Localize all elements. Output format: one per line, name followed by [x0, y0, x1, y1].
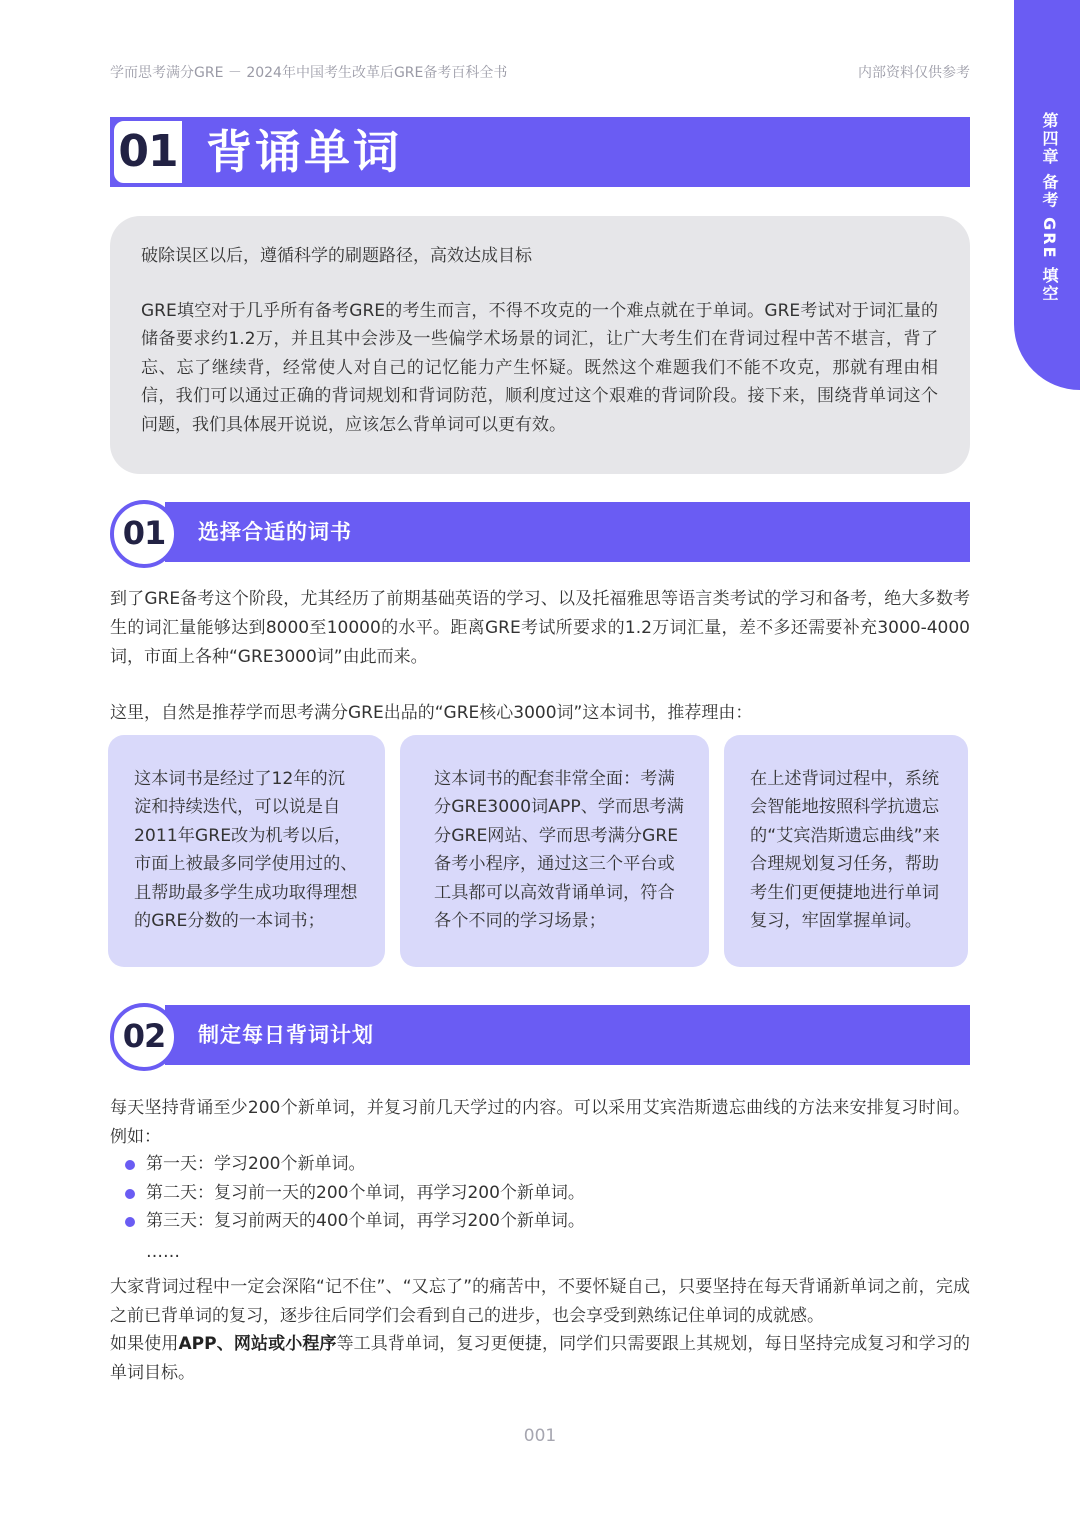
page-title: 背诵单词 [206, 125, 402, 179]
list-item [124, 1207, 585, 1236]
header-note: 内部资料仅供参考 [858, 65, 970, 81]
section-1-number: 01 [122, 514, 166, 552]
para-3-suffix: 等工具背单词，复习更便捷，同学们只需要跟上其规划，每日坚持完成复习和学习的单词目标。 [110, 1334, 971, 1383]
chapter-side-tab [1014, 0, 1080, 390]
intro-box [110, 216, 970, 474]
reason-card-3: 在上述背词过程中，系统会智能地按照科学抗遗忘的“艾宾浩斯遗忘曲线”来合理规划复习任务，帮助考生们更便捷地进行单词复习，牢固掌握单词。 [724, 735, 968, 967]
section-2-number: 02 [122, 1017, 166, 1055]
list-item-text: 第二天：复习前一天的200个单词，再学习200个新单词。 [146, 1182, 585, 1203]
bullet-dot-icon [125, 1189, 135, 1199]
list-item-text: 第一天：学习200个新单词。 [146, 1154, 366, 1174]
title-number: 01 [110, 117, 186, 187]
bullet-dot-icon [125, 1217, 135, 1227]
intro-body: GRE填空对于几乎所有备考GRE的考生而言，不得不攻克的一个难点就在于单词。GRE考试对于词汇量的储备要求约1.2万，并且其中会涉及一些偏学术场景的词汇，让广大考生们在背词过程中苦不堪言，背了忘、忘了继续背，经常使人对自己的记忆能力产生怀疑。既然这个难题我们不能不攻克，那就有理由相信，我们可以通过正确的背词规划和背词防范，顺利度过这个艰难的背词阶段。接下来，围绕背单词这个问题，我们具体展开说说，应该怎么背单词可以更有效。 [141, 301, 938, 435]
list-item [124, 1150, 585, 1179]
daily-plan-list [124, 1150, 585, 1236]
section-2-paragraph-3 [110, 1330, 970, 1388]
section-1-header [110, 502, 970, 562]
section-1-paragraph-2: 这里，自然是推荐学而思考满分GRE出品的“GRE核心3000词”这本词书，推荐理由： [110, 703, 753, 723]
section-2-title: 制定每日背词计划 [198, 1023, 374, 1047]
section-1-paragraph-1: 到了GRE备考这个阶段，尤其经历了前期基础英语的学习、以及托福雅思等语言类考试的学习和备考，绝大多数考生的词汇量能够达到8000至10000的水平。距离GRE考试所要求的1.2万词汇量，差不多还需要补充3000-4000词，市面上各种“GRE3000词”由此而来。 [110, 589, 970, 667]
list-item [124, 1179, 585, 1208]
reason-card-1: 这本词书是经过了12年的沉淀和持续迭代，可以说是自2011年GRE改为机考以后，市面上被最多同学使用过的、且帮助最多学生成功取得理想的GRE分数的一本词书； [108, 735, 385, 967]
intro-lead: 破除误区以后，遵循科学的刷题路径，高效达成目标 [141, 246, 532, 266]
chapter-label: 第四章 备考 GRE 填空 [1040, 112, 1059, 304]
page-number: 001 [523, 1426, 557, 1446]
reason-card-2: 这本词书的配套非常全面：考满分GRE3000词APP、学而思考满分GRE网站、学而思考满分GRE备考小程序，通过这三个平台或工具都可以高效背诵单词，符合各个不同的学习场景； [400, 735, 709, 967]
bullet-dot-icon [125, 1160, 135, 1170]
para-3-bold-tools: APP、网站或小程序 [178, 1334, 337, 1354]
section-1-title: 选择合适的词书 [198, 520, 352, 544]
section-2-paragraph-1: 每天坚持背诵至少200个新单词，并复习前几天学过的内容。可以采用艾宾浩斯遗忘曲线的方法来安排复习时间。例如： [110, 1098, 970, 1147]
section-2-paragraph-2: 大家背词过程中一定会深陷“记不住”、“又忘了”的痛苦中，不要怀疑自己，只要坚持在每天背诵新单词之前，完成之前已背单词的复习，逐步往后同学们会看到自己的进步，也会享受到熟练记住单词的成就感。 [110, 1277, 970, 1326]
para-3-prefix: 如果使用 [110, 1334, 179, 1354]
list-item-text: 第三天：复习前两天的400个单词，再学习200个新单词。 [146, 1211, 585, 1231]
page-title-bar [110, 117, 970, 187]
section-2-header [110, 1005, 970, 1065]
header-doc-title: 学而思考满分GRE － 2024年中国考生改革后GRE备考百科全书 [110, 65, 508, 81]
list-ellipsis: …… [146, 1242, 180, 1262]
